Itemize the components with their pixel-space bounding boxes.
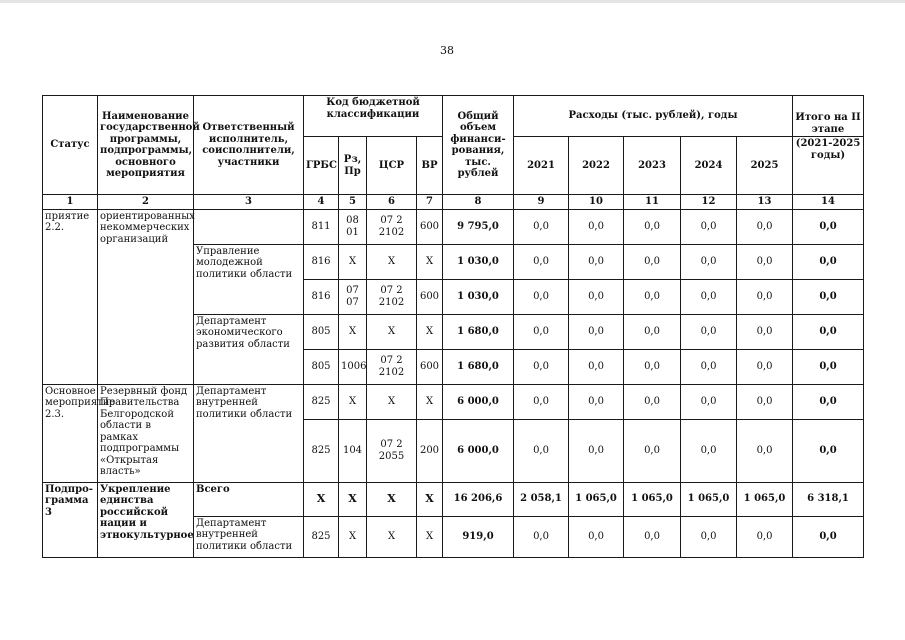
- cell-rzpr: 08 01: [339, 209, 367, 244]
- cell-rzpr: Х: [339, 516, 367, 557]
- cell-y2023: 1 065,0: [624, 482, 681, 516]
- cell-rzpr: Х: [339, 482, 367, 516]
- budget-table: [42, 95, 864, 558]
- cell-grbs: 825: [304, 384, 339, 419]
- header-rzpr: Рз, Пр: [339, 137, 367, 195]
- column-number: 11: [624, 195, 681, 210]
- cell-y2023: 0,0: [624, 244, 681, 279]
- cell-y2022: 0,0: [569, 314, 624, 349]
- cell-stage-total: 0,0: [793, 209, 864, 244]
- cell-rzpr: 07 07: [339, 279, 367, 314]
- cell-rzpr: 1006: [339, 349, 367, 384]
- cell-stage-total: 0,0: [793, 314, 864, 349]
- cell-vr: Х: [417, 384, 443, 419]
- cell-y2024: 0,0: [681, 419, 737, 482]
- row-status: Основное мероприятие 2.3.: [43, 384, 98, 482]
- header-row-1: [43, 96, 864, 137]
- row-name: Укрепление единства российской нации и этнокультурное: [98, 482, 194, 557]
- cell-vr: 600: [417, 209, 443, 244]
- column-number: 2: [98, 195, 194, 210]
- cell-total: 1 680,0: [443, 314, 514, 349]
- column-number: 13: [737, 195, 793, 210]
- cell-grbs: 825: [304, 419, 339, 482]
- header-stage-total-line1: Итого на II этапе: [795, 112, 861, 135]
- cell-total: 1 680,0: [443, 349, 514, 384]
- cell-y2024: 0,0: [681, 384, 737, 419]
- table-body: [43, 209, 864, 557]
- column-number: 12: [681, 195, 737, 210]
- header-total: Общий объем финанси-рования, тыс. рублей: [443, 96, 514, 195]
- cell-y2022: 0,0: [569, 209, 624, 244]
- table-row: [43, 209, 864, 244]
- cell-grbs: 816: [304, 244, 339, 279]
- column-number: 1: [43, 195, 98, 210]
- header-year-2025: 2025: [737, 137, 793, 195]
- cell-y2025: 0,0: [737, 419, 793, 482]
- column-number: 10: [569, 195, 624, 210]
- table-row: [43, 482, 864, 516]
- row-executor: Управление молодежной политики области: [194, 244, 304, 314]
- cell-grbs: Х: [304, 482, 339, 516]
- cell-csr: 07 2 2102: [367, 209, 417, 244]
- header-year-2023: 2023: [624, 137, 681, 195]
- cell-y2021: 0,0: [514, 244, 569, 279]
- cell-grbs: 805: [304, 349, 339, 384]
- cell-y2024: 0,0: [681, 209, 737, 244]
- cell-y2022: 0,0: [569, 384, 624, 419]
- column-number: 8: [443, 195, 514, 210]
- cell-y2024: 0,0: [681, 349, 737, 384]
- page-number: 38: [440, 44, 454, 57]
- cell-y2021: 0,0: [514, 279, 569, 314]
- cell-stage-total: 0,0: [793, 384, 864, 419]
- cell-grbs: 816: [304, 279, 339, 314]
- cell-y2021: 0,0: [514, 209, 569, 244]
- cell-total: 1 030,0: [443, 279, 514, 314]
- cell-total: 16 206,6: [443, 482, 514, 516]
- column-number: 6: [367, 195, 417, 210]
- cell-grbs: 811: [304, 209, 339, 244]
- cell-total: 919,0: [443, 516, 514, 557]
- scan-edge: [0, 0, 905, 3]
- column-number: 14: [793, 195, 864, 210]
- cell-y2021: 0,0: [514, 384, 569, 419]
- cell-total: 1 030,0: [443, 244, 514, 279]
- cell-vr: 200: [417, 419, 443, 482]
- cell-y2024: 0,0: [681, 314, 737, 349]
- cell-y2023: 0,0: [624, 279, 681, 314]
- cell-total: 6 000,0: [443, 384, 514, 419]
- cell-csr: 07 2 2055: [367, 419, 417, 482]
- cell-vr: 600: [417, 279, 443, 314]
- cell-y2023: 0,0: [624, 384, 681, 419]
- header-stage-years: (2021-2025 годы): [793, 137, 864, 195]
- cell-y2022: 0,0: [569, 244, 624, 279]
- column-number-row: [43, 195, 864, 210]
- cell-y2021: 0,0: [514, 349, 569, 384]
- cell-stage-total: 0,0: [793, 419, 864, 482]
- column-number: 9: [514, 195, 569, 210]
- cell-y2024: 0,0: [681, 244, 737, 279]
- header-csr: ЦСР: [367, 137, 417, 195]
- header-stage-total: [793, 96, 864, 137]
- cell-y2025: 0,0: [737, 314, 793, 349]
- cell-stage-total: 0,0: [793, 244, 864, 279]
- header-year-2024: 2024: [681, 137, 737, 195]
- cell-y2021: 0,0: [514, 516, 569, 557]
- cell-stage-total: 0,0: [793, 279, 864, 314]
- cell-y2022: 0,0: [569, 349, 624, 384]
- cell-y2023: 0,0: [624, 516, 681, 557]
- cell-csr: Х: [367, 314, 417, 349]
- cell-y2023: 0,0: [624, 349, 681, 384]
- row-executor: Всего: [194, 482, 304, 516]
- cell-csr: Х: [367, 516, 417, 557]
- column-number: 4: [304, 195, 339, 210]
- cell-csr: Х: [367, 244, 417, 279]
- cell-y2025: 1 065,0: [737, 482, 793, 516]
- row-executor: Департамент внутренней политики области: [194, 384, 304, 482]
- cell-total: 6 000,0: [443, 419, 514, 482]
- cell-csr: Х: [367, 482, 417, 516]
- cell-stage-total: 0,0: [793, 516, 864, 557]
- cell-y2024: 1 065,0: [681, 482, 737, 516]
- cell-y2023: 0,0: [624, 209, 681, 244]
- header-executor: Ответственный исполнитель, соисполнители, участники: [194, 96, 304, 195]
- cell-csr: 07 2 2102: [367, 279, 417, 314]
- cell-csr: Х: [367, 384, 417, 419]
- cell-y2022: 0,0: [569, 419, 624, 482]
- header-year-2022: 2022: [569, 137, 624, 195]
- cell-stage-total: 0,0: [793, 349, 864, 384]
- cell-y2025: 0,0: [737, 384, 793, 419]
- cell-y2023: 0,0: [624, 419, 681, 482]
- cell-vr: 600: [417, 349, 443, 384]
- header-name: Наименование государственной программы, подпрограммы, основного мероприятия: [98, 96, 194, 195]
- cell-y2022: 0,0: [569, 279, 624, 314]
- row-executor: Департамент экономического развития области: [194, 314, 304, 384]
- header-grbs: ГРБС: [304, 137, 339, 195]
- header-expenses: Расходы (тыс. рублей), годы: [514, 96, 793, 137]
- cell-y2025: 0,0: [737, 516, 793, 557]
- header-vr: ВР: [417, 137, 443, 195]
- cell-y2021: 0,0: [514, 419, 569, 482]
- cell-stage-total: 6 318,1: [793, 482, 864, 516]
- cell-total: 9 795,0: [443, 209, 514, 244]
- cell-y2021: 2 058,1: [514, 482, 569, 516]
- cell-y2022: 0,0: [569, 516, 624, 557]
- cell-rzpr: Х: [339, 244, 367, 279]
- row-name: Резервный фонд Правительства Белгородской области в рамках подпрограммы «Открытая власть»: [98, 384, 194, 482]
- cell-csr: 07 2 2102: [367, 349, 417, 384]
- cell-vr: Х: [417, 244, 443, 279]
- cell-y2025: 0,0: [737, 349, 793, 384]
- cell-rzpr: 104: [339, 419, 367, 482]
- column-number: 3: [194, 195, 304, 210]
- row-executor: Департамент внутренней политики области: [194, 516, 304, 557]
- cell-vr: Х: [417, 482, 443, 516]
- header-status: Статус: [43, 96, 98, 195]
- cell-grbs: 805: [304, 314, 339, 349]
- cell-y2021: 0,0: [514, 314, 569, 349]
- column-number: 5: [339, 195, 367, 210]
- row-name: ориентированных некоммерческих организаций: [98, 209, 194, 384]
- cell-rzpr: Х: [339, 314, 367, 349]
- cell-vr: Х: [417, 516, 443, 557]
- cell-y2023: 0,0: [624, 314, 681, 349]
- column-number: 7: [417, 195, 443, 210]
- row-executor: [194, 209, 304, 244]
- cell-grbs: 825: [304, 516, 339, 557]
- cell-rzpr: Х: [339, 384, 367, 419]
- cell-y2025: 0,0: [737, 279, 793, 314]
- cell-y2022: 1 065,0: [569, 482, 624, 516]
- header-year-2021: 2021: [514, 137, 569, 195]
- cell-y2025: 0,0: [737, 209, 793, 244]
- table-row: [43, 384, 864, 419]
- cell-y2024: 0,0: [681, 279, 737, 314]
- header-budget-code: Код бюджетной классификации: [304, 96, 443, 137]
- cell-y2025: 0,0: [737, 244, 793, 279]
- row-status: приятие 2.2.: [43, 209, 98, 384]
- row-status: Подпро-грамма 3: [43, 482, 98, 557]
- cell-vr: Х: [417, 314, 443, 349]
- cell-y2024: 0,0: [681, 516, 737, 557]
